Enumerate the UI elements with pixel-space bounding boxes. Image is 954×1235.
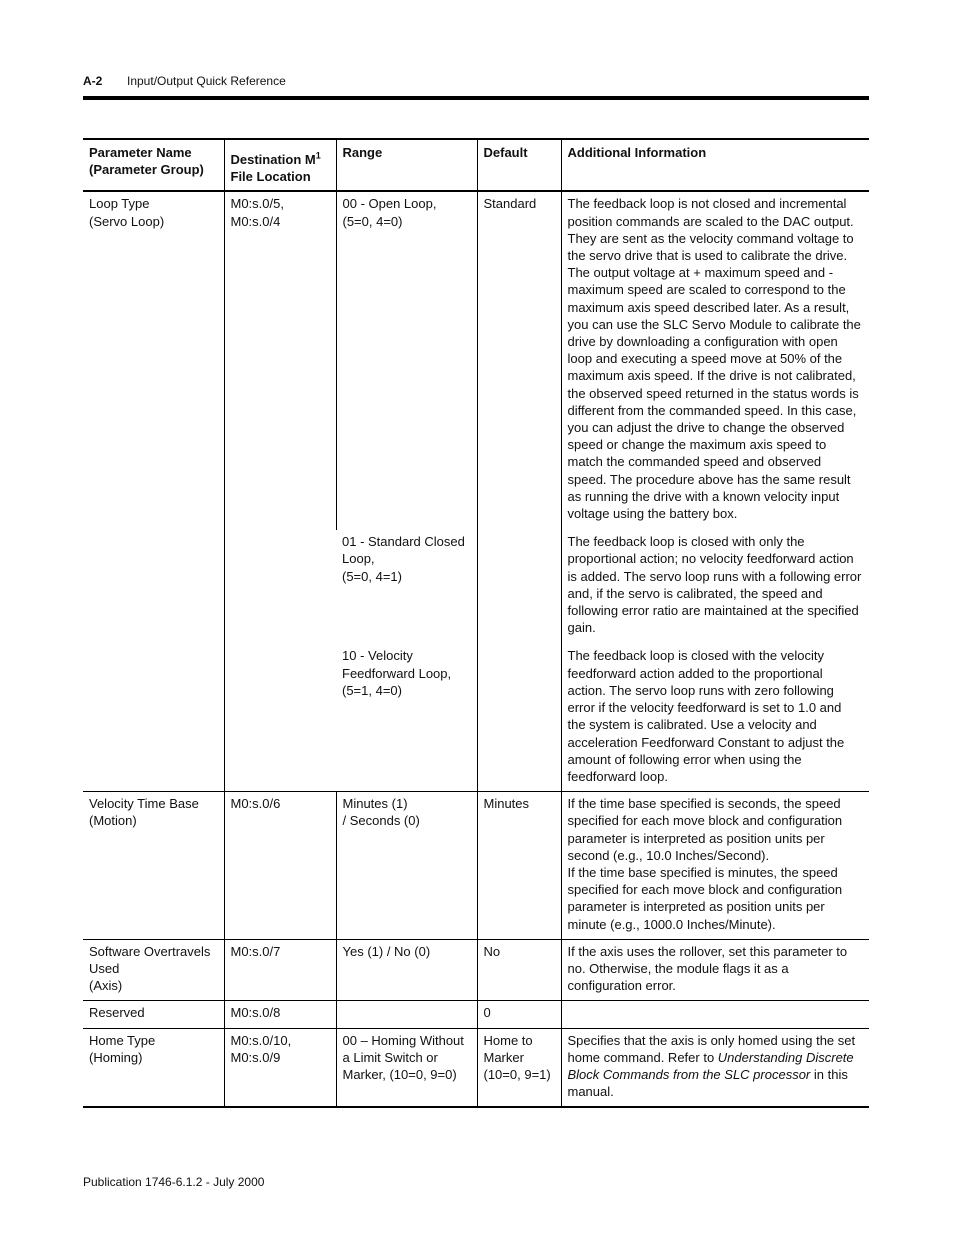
page-number: A-2 bbox=[83, 74, 103, 88]
footnote-marker: 1 bbox=[315, 150, 321, 161]
col-header-range: Range bbox=[336, 139, 477, 191]
info: Specifies that the axis is only homed using the set home command. Refer to Understanding Discrete Block Commands from the SLC processor in this manual. bbox=[561, 1028, 869, 1107]
destination: M0:s.0/6 bbox=[224, 792, 336, 940]
table-row bbox=[83, 1028, 869, 1107]
col-header-destination: Destination $M^1$ File Location bbox=[224, 139, 336, 191]
publication-footer: Publication 1746-6.1.2 - July 2000 bbox=[83, 1175, 265, 1189]
range bbox=[336, 1001, 477, 1028]
destination: M0:s.0/7 bbox=[224, 939, 336, 1001]
col-header-parameter: Parameter Name (Parameter Group) bbox=[83, 139, 224, 191]
info: The feedback loop is not closed and incremental position commands are scaled to the DAC output. They are sent as the velocity command voltage to the servo drive that is used to calibrate the drive. The output voltage at + maximum speed and - maximum speed are scaled to correspond to the maximum axis speed described later. As a result, you can use the SLC Servo Module to calibrate the drive by downloading a configuration with open loop and executing a speed move at 50% of the maximum axis speed. If the drive is not calibrated, the observed speed returned in the status words is different from the commanded speed. In this case, you can adjust the drive to change the observed speed or change the maximum axis speed to match the commanded speed and observed speed. The procedure above has the same result as running the drive with a known velocity input voltage using the battery box. bbox=[561, 191, 869, 530]
info: The feedback loop is closed with only the proportional action; no velocity feedforward action is added. The servo loop runs with a following error and, if the servo is calibrated, the speed and following error ratio are maintained at the specified gain. bbox=[561, 530, 869, 644]
param-name: Velocity Time Base (Motion) bbox=[83, 792, 224, 940]
param-name: Software Overtravels Used (Axis) bbox=[83, 939, 224, 1001]
range: Yes (1) / No (0) bbox=[336, 939, 477, 1001]
param-name: Loop Type (Servo Loop) bbox=[83, 191, 224, 791]
col-header-default: Default bbox=[477, 139, 561, 191]
range: 01 - Standard Closed Loop, (5=0, 4=1) bbox=[342, 534, 465, 584]
destination: M0:s.0/10, M0:s.0/9 bbox=[224, 1028, 336, 1107]
param-name: Reserved bbox=[83, 1001, 224, 1028]
table-row bbox=[83, 1001, 869, 1028]
default: Minutes bbox=[477, 792, 561, 940]
default: Standard bbox=[477, 191, 561, 791]
range: 00 - Open Loop, (5=0, 4=0) bbox=[336, 191, 477, 530]
default: Home to Marker (10=0, 9=1) bbox=[477, 1028, 561, 1107]
range: 10 - Velocity Feedforward Loop, (5=1, 4=0) bbox=[336, 644, 477, 791]
section-title: Input/Output Quick Reference bbox=[127, 74, 286, 88]
table-header-row bbox=[83, 139, 869, 191]
range: Minutes (1) / Seconds (0) bbox=[336, 792, 477, 940]
info: If the axis uses the rollover, set this parameter to no. Otherwise, the module flags it as a configuration error. bbox=[561, 939, 869, 1001]
page-header bbox=[83, 72, 869, 90]
info bbox=[561, 1001, 869, 1028]
param-name: Home Type (Homing) bbox=[83, 1028, 224, 1107]
default: No bbox=[477, 939, 561, 1001]
table-row bbox=[83, 191, 869, 530]
info: If the time base specified is seconds, the speed specified for each move block and configuration parameter is interpreted as position units per second (e.g., 10.0 Inches/Second). If the time base specified is minutes, the speed specified for each move block and configuration parameter is interpreted as position units per minute (e.g., 1000.0 Inches/Minute). bbox=[561, 792, 869, 940]
header-rule bbox=[83, 96, 869, 100]
table-row bbox=[83, 792, 869, 940]
col-header-info: Additional Information bbox=[561, 139, 869, 191]
destination: M0:s.0/8 bbox=[224, 1001, 336, 1028]
parameter-table bbox=[83, 138, 869, 1108]
table-row bbox=[83, 939, 869, 1001]
default: 0 bbox=[477, 1001, 561, 1028]
destination: M0:s.0/5, M0:s.0/4 bbox=[224, 191, 336, 791]
manual-section-reference: Understanding Discrete Block Commands from the SLC processor bbox=[567, 1049, 854, 1082]
range: 00 – Homing Without a Limit Switch or Marker, (10=0, 9=0) bbox=[336, 1028, 477, 1107]
info: The feedback loop is closed with the velocity feedforward action added to the proportional action. The servo loop runs with zero following error if the velocity feedforward is set to 1.0 and the system is calibrated. Use a velocity and acceleration Feedforward Constant to adjust the amount of following error when using the feedforward loop. bbox=[561, 644, 869, 791]
